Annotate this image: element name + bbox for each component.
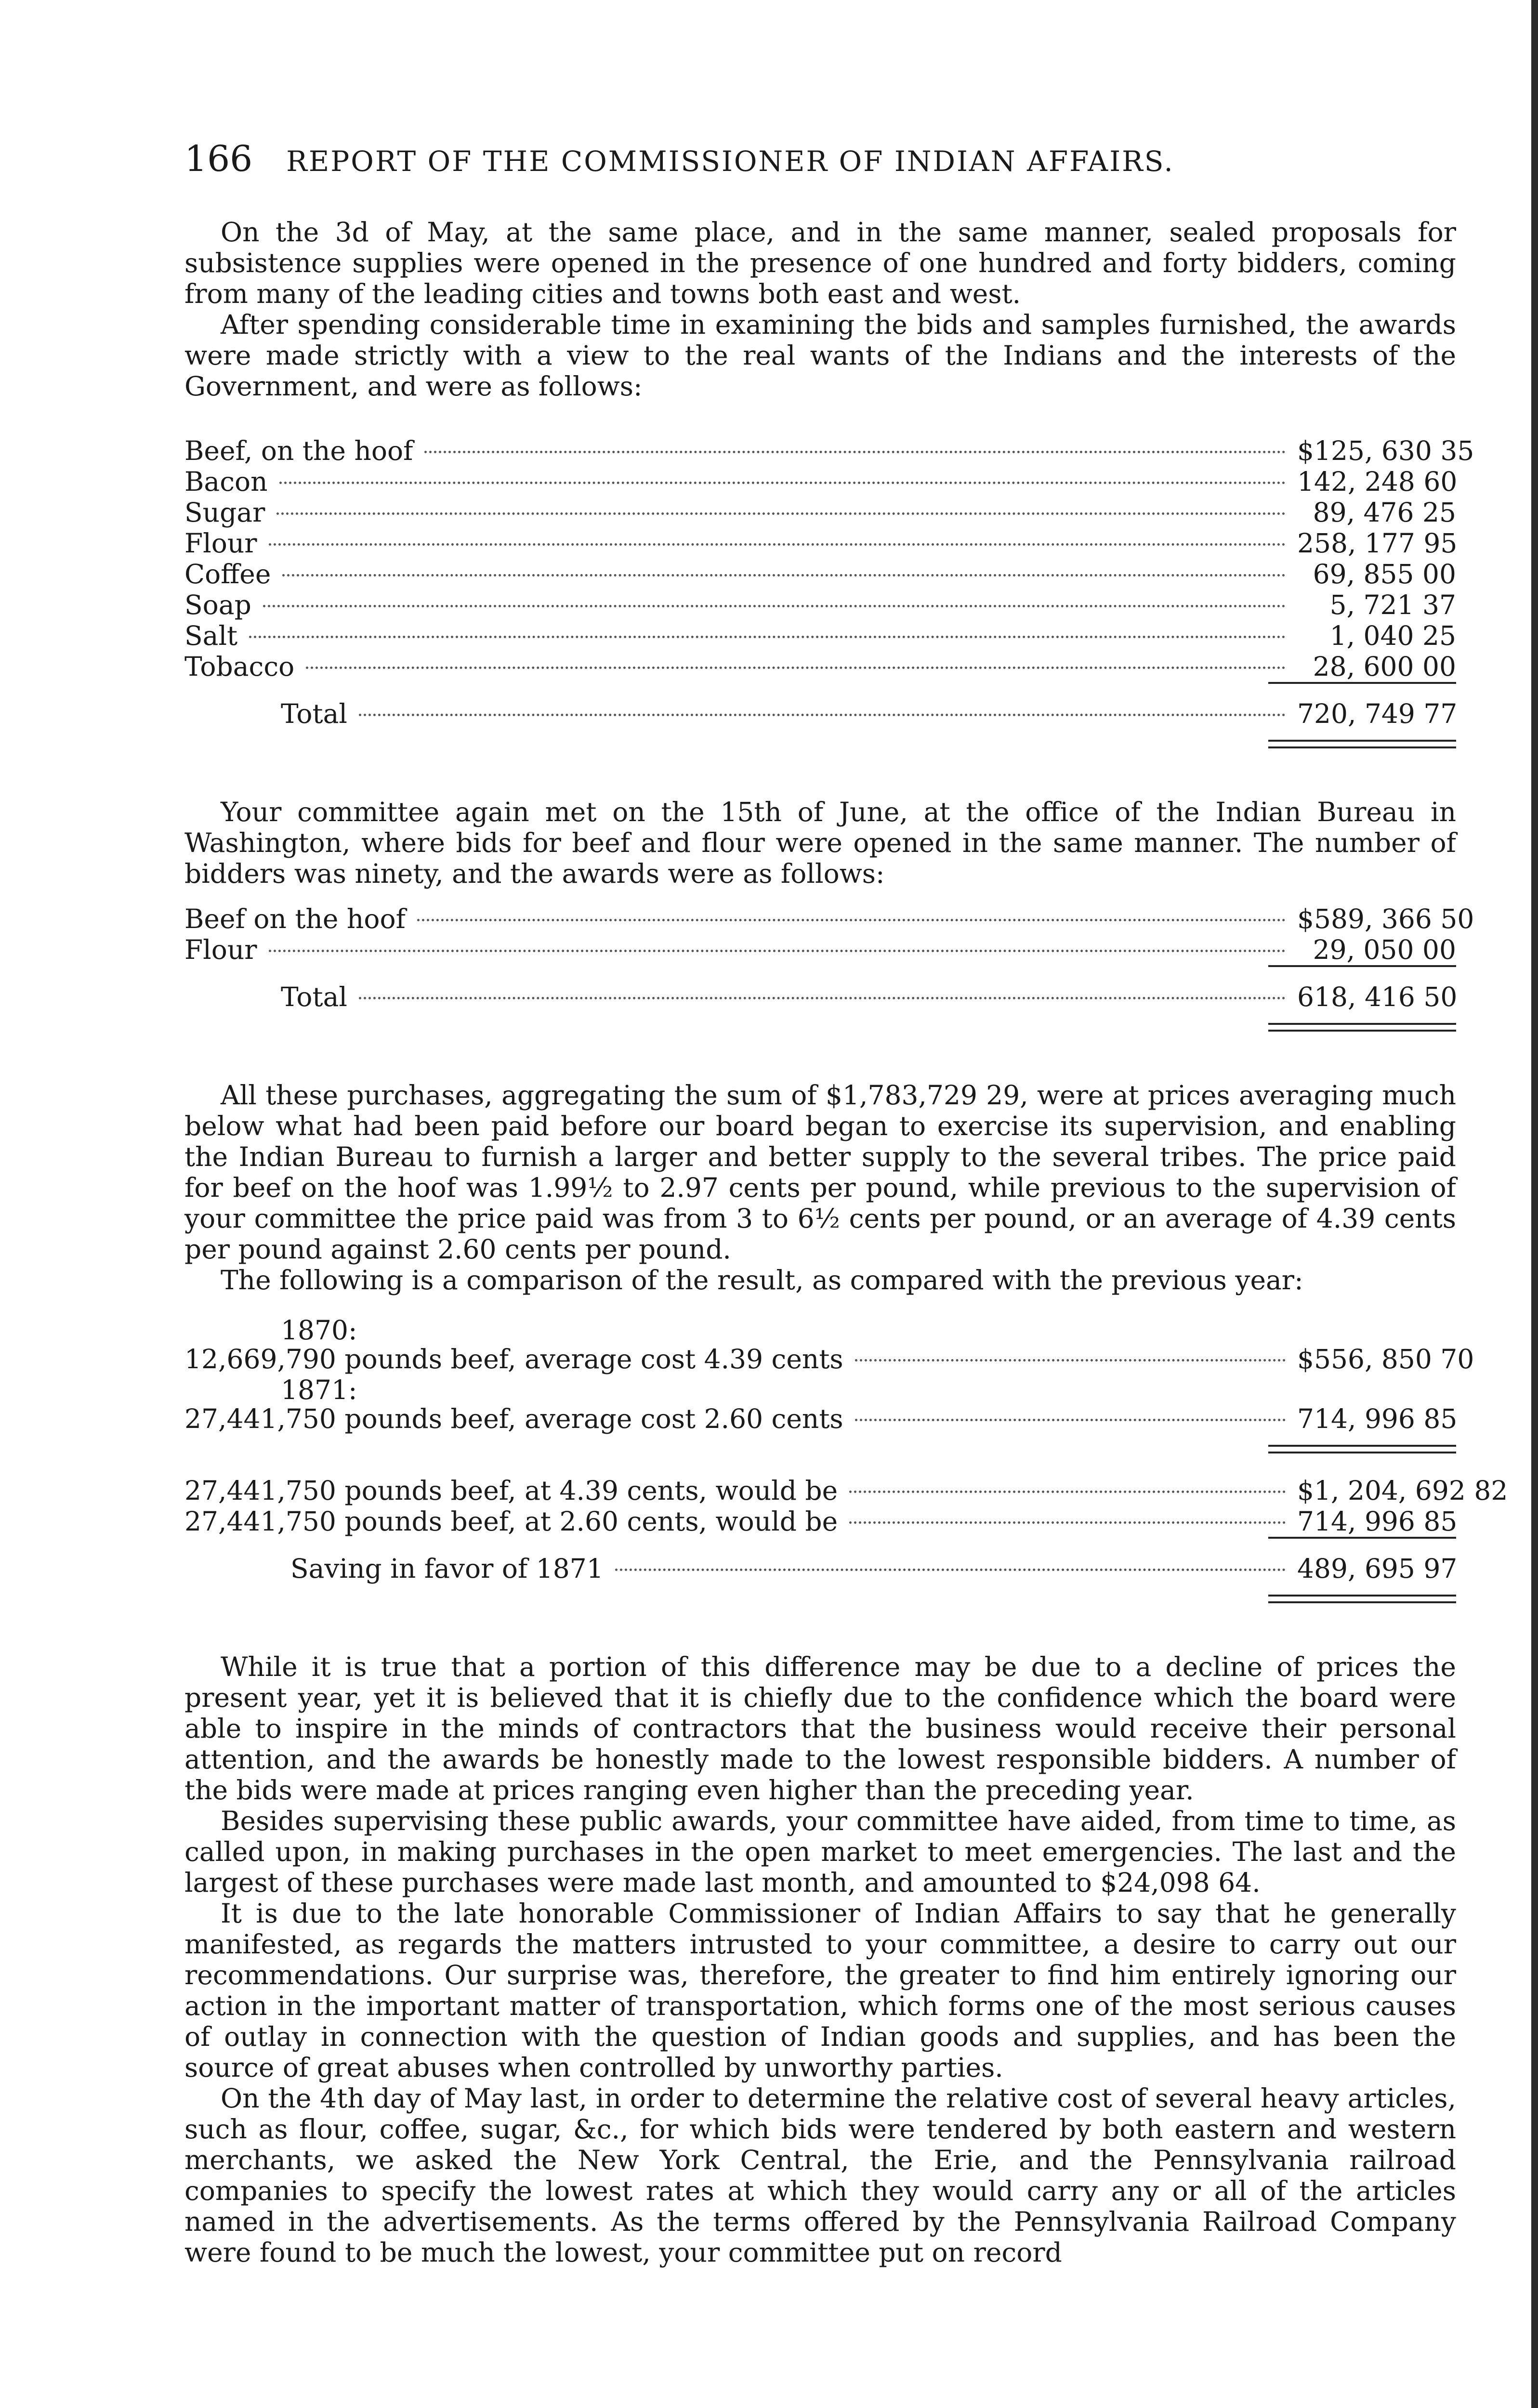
- row-amount: 28, 600 00: [1313, 651, 1456, 682]
- total-label: Total: [281, 698, 348, 729]
- paragraph-railroad-rates: On the 4th day of May last, in order to determine the relative cost of several heavy articles, such as flour, coffee, sugar, &c., for which bids were tendered by both eastern and western merchants, we asked the New York Central, the Erie, and the Pennsylvania railroad companies to specify the lowest rates at which they would carry any or all of the articles named in the advertisements. As the terms offered by the Pennsylvania Railroad Company were found to be much the lowest, your committee put on record: [184, 2083, 1456, 2268]
- double-rule: [1268, 1023, 1456, 1032]
- sum-rule: [1268, 965, 1456, 967]
- sum-rule: [1268, 682, 1456, 684]
- row-amount: 714, 996 85: [1297, 1506, 1458, 1537]
- paragraph-open-market: Besides supervising these public awards, your committee have aided, from time to time, as called upon, in making purchases in the open market to meet emergencies. The last and the largest of these purchases were made last month, and amounted to $24,098 64.: [184, 1806, 1456, 1898]
- beef-comparison-table: [184, 1315, 1508, 1603]
- saving-amount: 489, 695 97: [1297, 1553, 1458, 1584]
- dot-leader: [279, 482, 1286, 484]
- row-label: Coffee: [184, 559, 271, 589]
- dot-leader: [306, 667, 1286, 669]
- ledger-row-beef: [184, 435, 1474, 466]
- row-amount: 29, 050 00: [1313, 934, 1456, 965]
- row-label: Soap: [184, 589, 251, 620]
- report-page: [184, 138, 1508, 2268]
- row-label: Flour: [184, 528, 257, 559]
- dot-leader: [855, 1359, 1286, 1361]
- row-label: Sugar: [184, 497, 265, 528]
- dot-leader: [417, 919, 1286, 921]
- ledger-row-total: [184, 698, 1456, 729]
- comparison-row-saving: [184, 1553, 1456, 1584]
- subsistence-awards-table: [184, 435, 1474, 748]
- paragraph-subsistence-proposals: On the 3d of May, at the same place, and in the same manner, sealed proposals for subsistence supplies were opened in the presence of one hundred and forty bidders, coming from many of the leading cities and towns both east and west.: [184, 217, 1456, 309]
- dot-leader: [849, 1521, 1286, 1524]
- spacer: [184, 763, 1456, 797]
- comparison-row-1871: [184, 1403, 1456, 1434]
- row-amount: 89, 476 25: [1313, 497, 1456, 528]
- row-label: Beef, on the hoof: [184, 435, 413, 466]
- dot-leader: [359, 997, 1286, 999]
- double-rule: [1268, 1595, 1456, 1603]
- paragraph-awards-intro: After spending considerable time in examining the bids and samples furnished, the awards were made strictly with a view to the real wants of the Indians and the interests of the Government, and were as follows:: [184, 309, 1456, 402]
- paragraph-price-decline: While it is true that a portion of this difference may be due to a decline of prices the present year, yet it is believed that it is chiefly due to the confidence which the board were able to inspire in the minds of contractors that the business would receive their personal attention, and the awards be honestly made to the lowest responsible bidders. A number of the bids were made at prices ranging even higher than the preceding year.: [184, 1651, 1456, 1806]
- row-label: 12,669,790 pounds beef, average cost 4.39 cents: [184, 1344, 843, 1374]
- dot-leader: [615, 1569, 1286, 1571]
- year-heading-1870: 1870:: [281, 1315, 357, 1346]
- row-amount: 714, 996 85: [1297, 1403, 1458, 1434]
- total-label: Total: [281, 982, 348, 1012]
- row-amount: 1, 040 25: [1329, 620, 1456, 651]
- ledger-row-sugar: [184, 497, 1456, 528]
- paragraph-comparison-intro: The following is a comparison of the result, as compared with the previous year:: [221, 1265, 1303, 1296]
- paragraph-aggregate-purchases: All these purchases, aggregating the sum of $1,783,729 29, were at prices averaging much below what had been paid before our board began to exercise its supervision, and enabling the Indian Bureau to furnish a larger and better supply to the several tribes. The price paid for beef on the hoof was 1.99½ to 2.97 cents per pound, while previous to the supervision of your committee the price paid was from 3 to 6½ cents per pound, or an average of 4.39 cents per pound against 2.60 cents per pound.: [184, 1080, 1456, 1265]
- row-amount: 142, 248 60: [1297, 466, 1458, 497]
- ledger-row-bacon: [184, 466, 1456, 497]
- dot-leader: [263, 605, 1286, 607]
- comparison-row-1870: [184, 1344, 1474, 1374]
- ledger-row-beef-hoof: [184, 903, 1474, 934]
- total-amount: 618, 416 50: [1297, 982, 1458, 1012]
- row-amount: $589, 366 50: [1297, 903, 1474, 934]
- beef-flour-awards-table: [184, 903, 1474, 1032]
- double-rule: [1268, 1445, 1456, 1453]
- row-label: Tobacco: [184, 651, 295, 682]
- row-label: 27,441,750 pounds beef, at 2.60 cents, would be: [184, 1506, 838, 1537]
- dot-leader: [424, 451, 1286, 453]
- running-title: REPORT OF THE COMMISSIONER OF INDIAN AFFAIRS.: [286, 145, 1174, 178]
- scan-edge-right: [1531, 0, 1538, 2408]
- page-number: 166: [184, 138, 253, 180]
- row-amount: 258, 177 95: [1297, 528, 1458, 559]
- ledger-row-salt: [184, 620, 1456, 651]
- ledger-row-tobacco: [184, 651, 1456, 682]
- row-amount: 69, 855 00: [1313, 559, 1456, 589]
- dot-leader: [276, 512, 1286, 515]
- spacer: [184, 1618, 1456, 1651]
- ledger-row-flour: [184, 934, 1456, 965]
- dot-leader: [269, 950, 1286, 952]
- dot-leader: [855, 1419, 1286, 1421]
- row-amount: 5, 721 37: [1329, 589, 1456, 620]
- dot-leader: [249, 636, 1286, 638]
- ledger-row-total: [184, 982, 1456, 1012]
- ledger-row-soap: [184, 589, 1456, 620]
- sum-rule: [1268, 1537, 1456, 1539]
- row-label: 27,441,750 pounds beef, at 4.39 cents, would be: [184, 1475, 838, 1506]
- spacer: [184, 1046, 1456, 1080]
- dot-leader: [359, 714, 1286, 716]
- dot-leader: [269, 543, 1286, 546]
- row-label: 27,441,750 pounds beef, average cost 2.60 cents: [184, 1403, 843, 1434]
- paragraph-commissioner: It is due to the late honorable Commissioner of Indian Affairs to say that he generally manifested, as regards the matters intrusted to your committee, a desire to carry out our recommendations. Our surprise was, therefore, the greater to find him entirely ignoring our action in the important matter of transportation, which forms one of the most serious causes of outlay in connection with the question of Indian goods and supplies, and has been the source of great abuses when controlled by unworthy parties.: [184, 1898, 1456, 2083]
- row-label: Beef on the hoof: [184, 903, 406, 934]
- row-label: Flour: [184, 934, 257, 965]
- year-heading-1871: 1871:: [281, 1374, 357, 1405]
- ledger-row-coffee: [184, 559, 1456, 589]
- total-amount: 720, 749 77: [1297, 698, 1458, 729]
- dot-leader: [849, 1491, 1286, 1493]
- comparison-row-at-439: [184, 1475, 1508, 1506]
- double-rule: [1268, 740, 1456, 748]
- row-amount: $125, 630 35: [1297, 435, 1474, 466]
- dot-leader: [282, 574, 1286, 576]
- saving-label: Saving in favor of 1871: [290, 1553, 604, 1584]
- row-label: Salt: [184, 620, 238, 651]
- paragraph-june-meeting: Your committee again met on the 15th of June, at the office of the Indian Bureau in Washington, where bids for beef and flour were opened in the same manner. The number of bidders was ninety, and the awards were as follows:: [184, 797, 1456, 889]
- row-amount: $556, 850 70: [1297, 1344, 1474, 1374]
- ledger-row-flour: [184, 528, 1456, 559]
- row-amount: $1, 204, 692 82: [1297, 1475, 1508, 1506]
- row-label: Bacon: [184, 466, 268, 497]
- comparison-row-at-260: [184, 1506, 1456, 1537]
- page-header: [184, 140, 1456, 181]
- spacer: [184, 1453, 1456, 1475]
